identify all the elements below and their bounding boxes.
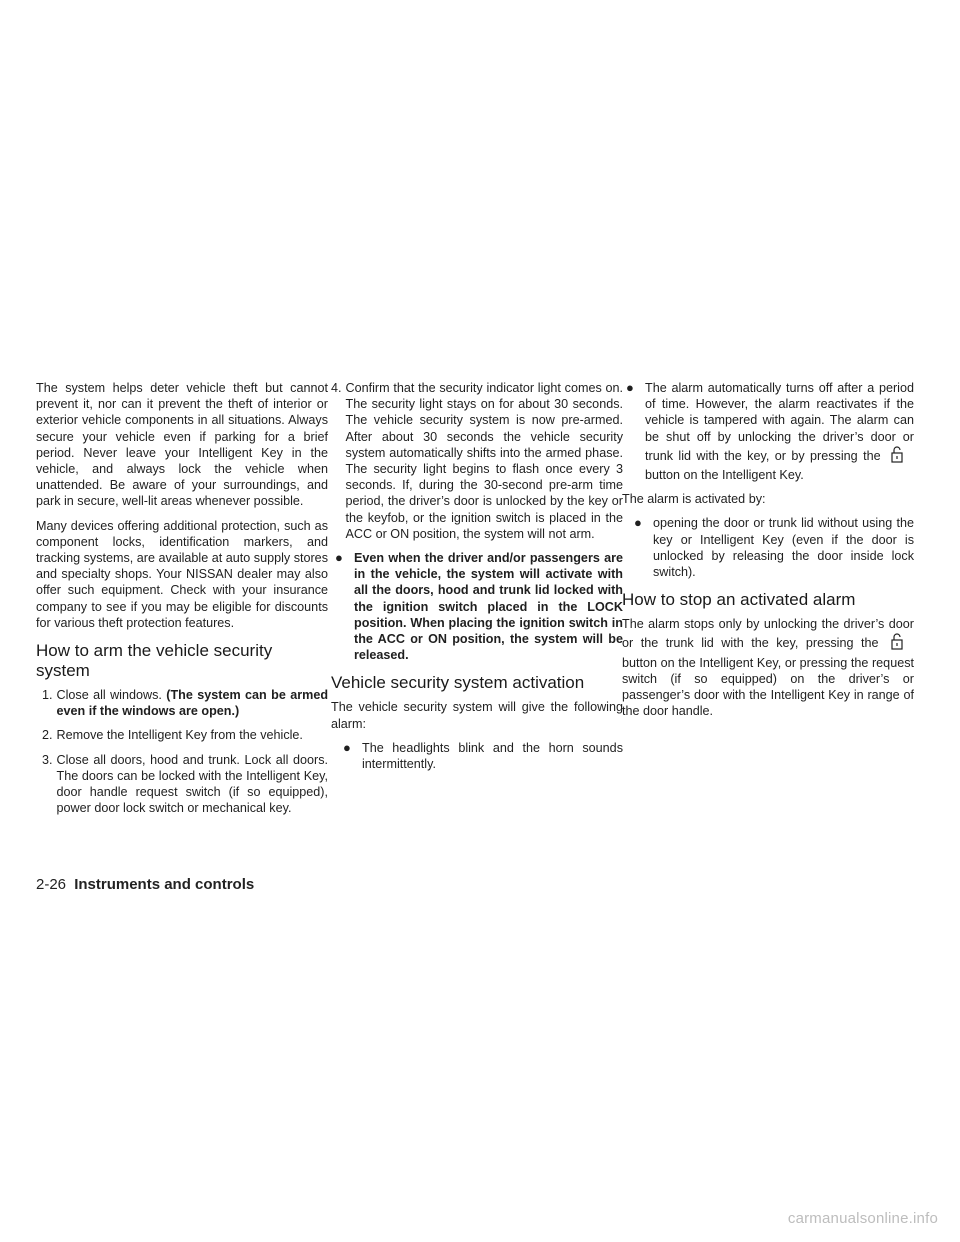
bullet-dot: ● xyxy=(634,515,642,531)
activated-by-text: opening the door or trunk lid without using the key or Intelligent Key (even if the door is unlocked by releasing the door inside lock switch). xyxy=(653,516,914,580)
step-number: 3. xyxy=(42,752,53,767)
column-right xyxy=(622,380,914,727)
step-note: (The system can be armed even if the windows are open.) xyxy=(56,688,329,719)
auto-off-text: The alarm automatically turns off after a period of time. However, the alarm reactivates if the vehicle is tampered with again. The alarm can be shut off by unlocking the driver’s door or trunk lid with the key, or by pressing the xyxy=(645,381,914,463)
step-text: Close all doors, hood and trunk. Lock all doors. The doors can be locked with the Intelligent Key, door handle request switch (if so equipped), power door lock switch or mechanical key. xyxy=(56,752,328,816)
step-text: Close all windows. xyxy=(56,688,162,703)
activated-by-bullet xyxy=(622,515,914,580)
bullet-dot: ● xyxy=(626,380,634,395)
step-number: 1. xyxy=(42,688,53,703)
heading-activation: Vehicle security system activation xyxy=(331,673,585,693)
page-number: 2-26 xyxy=(36,876,67,893)
activation-paragraph: The vehicle security system will give the following alarm: xyxy=(331,700,623,731)
activated-by-label: The alarm is activated by: xyxy=(622,492,766,507)
bullet-dot: ● xyxy=(343,739,351,755)
stop-alarm-text: The alarm stops only by unlocking the driver’s door or the trunk lid with the key, pressing the xyxy=(622,617,914,651)
bullet-dot: ● xyxy=(335,550,343,566)
stop-alarm-text-end: button on the Intelligent Key, or pressing the request switch (if so equipped) on the driver’s or passenger’s door with the Intelligent Key in range of the door handle. xyxy=(622,655,914,719)
watermark: carmanualsonline.info xyxy=(787,1210,938,1227)
stop-alarm-paragraph xyxy=(622,616,914,719)
section-title: Instruments and controls xyxy=(74,876,255,893)
page-footer xyxy=(36,876,254,893)
warning-bullet xyxy=(331,550,623,663)
lock-key-icon xyxy=(890,445,904,467)
auto-off-bullet xyxy=(622,380,914,483)
step-text: Confirm that the security indicator light comes on. The security light stays on for about 30 seconds. The vehicle security system is now pre-armed. After about 30 seconds the vehicle security system automatically shifts into the armed phase. The security light begins to flash once every 3 seconds. If, during the 30-second pre-arm time period, the driver’s door is unlocked by the key or the keyfob, or the ignition switch is placed in the ACC or ON position, the system will not arm. xyxy=(345,381,623,541)
column-left xyxy=(36,380,328,824)
alarm-bullet xyxy=(331,740,623,772)
lock-key-icon xyxy=(890,632,904,654)
equipment-paragraph: Many devices offering additional protection, such as component locks, identification markers, and tracking systems, are available at auto supply stores and specialty shops. Your NISSAN dealer may also offer such equipment. Check with your insurance company to see if you may be eligible for discounts for various theft protection features. xyxy=(36,518,328,630)
step-number: 2. xyxy=(42,728,53,743)
step-1 xyxy=(36,687,328,719)
alarm-text: The headlights blink and the horn sounds intermittently. xyxy=(362,740,623,772)
step-3 xyxy=(36,752,328,817)
step-4 xyxy=(331,380,623,542)
warning-text: Even when the driver and/or passengers are in the vehicle, the system will activate with all the doors, hood and trunk lid locked with the ignition switch placed in the LOCK position. When placing the ignition switch in the ACC or ON position, the system will be released. xyxy=(354,551,623,663)
auto-off-text-end: button on the Intelligent Key. xyxy=(645,468,804,483)
step-2 xyxy=(36,727,328,743)
column-middle xyxy=(331,380,623,780)
heading-arm-system: How to arm the vehicle security system xyxy=(36,641,273,681)
step-number: 4. xyxy=(331,381,342,395)
intro-paragraph: The system helps deter vehicle theft but cannot prevent it, nor can it prevent the theft of interior or exterior vehicle components in all situations. Always secure your vehicle even if parking for a brief period. Never leave your Intelligent Key in the vehicle, and always lock the vehicle when unattended. Be aware of your surroundings, and park in secure, well-lit areas whenever possible. xyxy=(36,381,328,509)
step-text: Remove the Intelligent Key from the vehicle. xyxy=(56,728,303,743)
heading-stop-alarm: How to stop an activated alarm xyxy=(622,590,856,610)
